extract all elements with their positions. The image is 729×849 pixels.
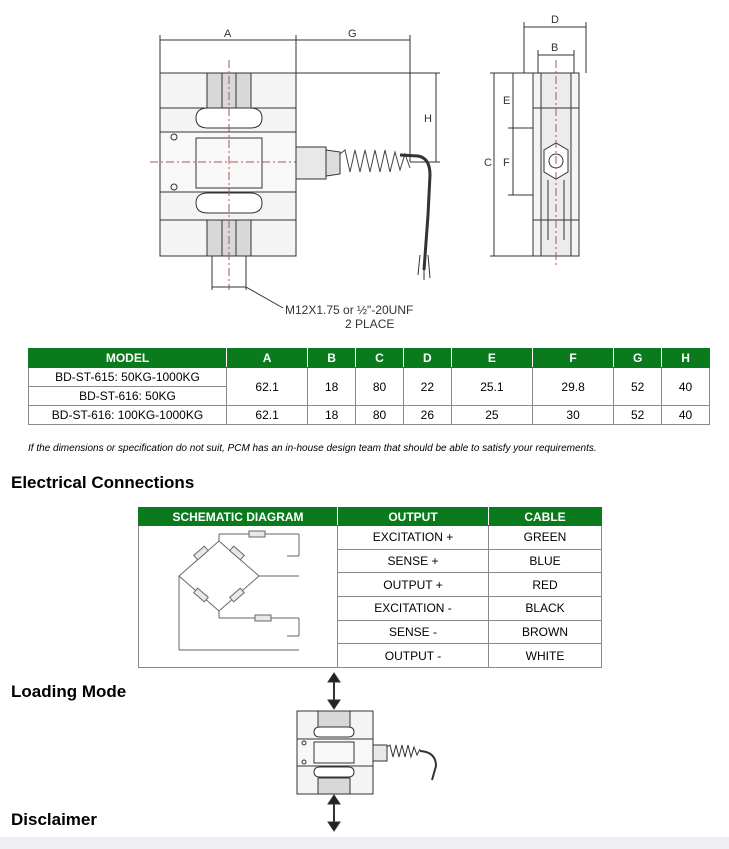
header-e: E: [451, 349, 532, 368]
model-cell: BD-ST-616: 100KG-1000KG: [29, 406, 227, 425]
value-cell: 52: [614, 368, 662, 406]
value-cell: 18: [308, 406, 356, 425]
output-cell: SENSE +: [338, 549, 489, 573]
dim-label-f: F: [503, 157, 510, 169]
value-cell: 62.1: [227, 368, 308, 406]
header-b: B: [308, 349, 356, 368]
dim-label-h: H: [424, 113, 432, 125]
dimensions-note: If the dimensions or specification do not suit, PCM has an in-house design team that should be able to satisfy your requirements.: [28, 443, 597, 454]
loading-mode-diagram: [270, 670, 470, 835]
value-cell: 25: [451, 406, 532, 425]
value-cell: 40: [662, 368, 710, 406]
model-cell: BD-ST-615: 50KG-1000KG: [29, 368, 227, 387]
header-output: OUTPUT: [338, 508, 489, 526]
cable-cell: RED: [489, 573, 602, 597]
header-d: D: [403, 349, 451, 368]
dim-label-c: C: [484, 157, 492, 169]
header-cable: CABLE: [489, 508, 602, 526]
cable-cell: BLUE: [489, 549, 602, 573]
header-model: MODEL: [29, 349, 227, 368]
output-cell: OUTPUT +: [338, 573, 489, 597]
dim-label-a: A: [224, 28, 232, 40]
cable-cell: BLACK: [489, 596, 602, 620]
value-cell: 30: [532, 406, 613, 425]
value-cell: 22: [403, 368, 451, 406]
thread-note-line2: 2 PLACE: [345, 317, 395, 331]
disclaimer-heading: Disclaimer: [11, 810, 97, 829]
value-cell: 52: [614, 406, 662, 425]
page-bottom-bar: [0, 837, 729, 849]
value-cell: 40: [662, 406, 710, 425]
wheatstone-bridge-diagram: [139, 526, 337, 664]
schematic-diagram-cell: [139, 526, 338, 668]
header-a: A: [227, 349, 308, 368]
loading-mode-heading: Loading Mode: [11, 682, 127, 701]
load-cell-dimension-drawing: [0, 0, 729, 340]
cable-cell: BROWN: [489, 620, 602, 644]
output-cell: SENSE -: [338, 620, 489, 644]
electrical-connections-heading: Electrical Connections: [11, 473, 195, 492]
value-cell: 29.8: [532, 368, 613, 406]
thread-note-line1: M12X1.75 or ½"-20UNF: [285, 303, 414, 317]
table-row: [139, 526, 602, 550]
output-cell: OUTPUT -: [338, 644, 489, 668]
value-cell: 80: [356, 368, 404, 406]
output-cell: EXCITATION +: [338, 526, 489, 550]
value-cell: 62.1: [227, 406, 308, 425]
electrical-header-row: [139, 508, 602, 526]
header-h: H: [662, 349, 710, 368]
header-f: F: [532, 349, 613, 368]
header-c: C: [356, 349, 404, 368]
output-cell: EXCITATION -: [338, 596, 489, 620]
table-row: [29, 406, 710, 425]
dimensions-header-row: [29, 349, 710, 368]
value-cell: 18: [308, 368, 356, 406]
electrical-connections-table: [138, 507, 602, 668]
value-cell: 25.1: [451, 368, 532, 406]
dim-label-g: G: [348, 28, 357, 40]
value-cell: 80: [356, 406, 404, 425]
table-row: [29, 368, 710, 387]
header-g: G: [614, 349, 662, 368]
dim-label-b: B: [551, 42, 559, 54]
dim-label-e: E: [503, 95, 511, 107]
dim-label-d: D: [551, 14, 559, 26]
header-schematic: SCHEMATIC DIAGRAM: [139, 508, 338, 526]
dimensions-table: [28, 348, 710, 425]
value-cell: 26: [403, 406, 451, 425]
cable-cell: GREEN: [489, 526, 602, 550]
model-cell: BD-ST-616: 50KG: [29, 387, 227, 406]
cable-cell: WHITE: [489, 644, 602, 668]
